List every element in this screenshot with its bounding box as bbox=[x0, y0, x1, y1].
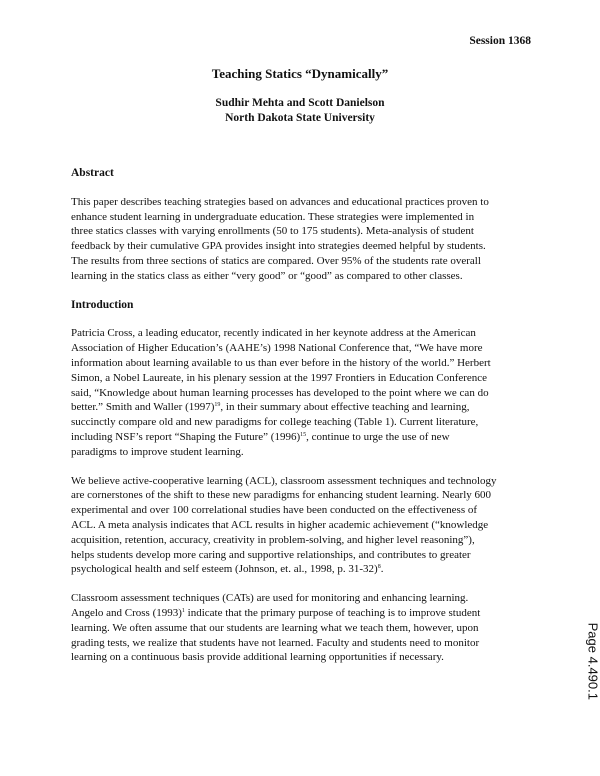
text-line: acquisition, retention, accuracy, creativity in problem-solving, and higher level reasoning”), bbox=[71, 533, 475, 546]
text-line: Association of Higher Education’s (AAHE’s) 1998 National Conference that, “We have more bbox=[71, 342, 483, 355]
abstract-paragraph bbox=[71, 195, 533, 284]
text-line: Classroom assessment techniques (CATs) are used for monitoring and enhancing learning. bbox=[71, 592, 469, 605]
intro-paragraph-3 bbox=[71, 591, 533, 665]
text-line: information about learning available to us than ever before in the history of the world.” Herbert bbox=[71, 356, 491, 369]
text-segment: including NSF’s report “Shaping the Future” (1996) bbox=[71, 430, 301, 443]
text-line: The results from three sections of statics are compared. Over 95% of the students rate overall bbox=[71, 254, 481, 267]
text-line: learning. We often assume that our students are learning what we teach them, however, upon bbox=[71, 621, 479, 634]
text-line: three statics classes with varying enrollments (50 to 175 students). Meta-analysis of student bbox=[71, 225, 474, 238]
citation-superscript: 8 bbox=[377, 564, 381, 571]
text-segment: indicate that the primary purpose of teaching is to improve student bbox=[184, 606, 481, 619]
authors: Sudhir Mehta and Scott Danielson bbox=[215, 97, 385, 109]
text-line: helps students develop more caring and supportive relationships, and contributes to greater bbox=[71, 548, 471, 561]
text-line: feedback by their cumulative GPA provides insight into strategies deemed helpful by students. bbox=[71, 240, 486, 253]
intro-paragraph-1 bbox=[71, 326, 533, 459]
text-segment: better.” Smith and Waller (1997) bbox=[71, 401, 215, 414]
author-block bbox=[0, 96, 600, 126]
citation-superscript: 15 bbox=[300, 431, 307, 438]
paper-body bbox=[71, 166, 533, 679]
abstract-heading: Abstract bbox=[71, 167, 114, 179]
introduction-heading: Introduction bbox=[71, 298, 134, 311]
text-line bbox=[71, 400, 533, 415]
text-line: learning on a continuous basis provide additional learning opportunities if necessary. bbox=[71, 651, 444, 664]
text-line bbox=[71, 606, 533, 621]
text-segment: Angelo and Cross (1993) bbox=[71, 606, 182, 619]
affiliation: North Dakota State University bbox=[225, 112, 375, 124]
text-segment: , continue to urge the use of new bbox=[306, 430, 450, 443]
session-label: Session 1368 bbox=[469, 35, 531, 47]
text-line: paradigms to improve student learning. bbox=[71, 445, 244, 458]
text-line: Patricia Cross, a leading educator, recently indicated in her keynote address at the American bbox=[71, 327, 476, 340]
citation-superscript: 1 bbox=[181, 607, 185, 614]
text-line: succinctly compare old and new paradigms for college teaching (Table 1). Current literature, bbox=[71, 416, 479, 429]
text-line: ACL. A meta analysis indicates that ACL results in higher academic achievement (“knowledge bbox=[71, 518, 489, 531]
text-segment: , in their summary about effective teaching and learning, bbox=[220, 401, 470, 414]
text-line: experimental and over 100 correlational studies have been conducted on the effectiveness of bbox=[71, 504, 478, 517]
text-line: said, “Knowledge about human learning processes has developed to the point where we can do bbox=[71, 386, 489, 399]
text-line: enhance student learning in undergraduate education. These strategies were implemented in bbox=[71, 210, 475, 223]
text-line: learning in the statics class as either “very good” or “good” as compared to other classes. bbox=[71, 269, 463, 282]
text-line bbox=[71, 562, 533, 577]
text-line: Simon, a Nobel Laureate, in his plenary session at the 1997 Frontiers in Education Conference bbox=[71, 371, 488, 384]
paper-title: Teaching Statics “Dynamically” bbox=[211, 66, 389, 81]
page-number: Page 4.490.1 bbox=[585, 622, 600, 700]
intro-paragraph-2 bbox=[71, 474, 533, 578]
citation-superscript: 19 bbox=[214, 402, 221, 409]
text-line: grading tests, we realize that students have not learned. Faculty and students need to monitor bbox=[71, 636, 480, 649]
text-line: are cornerstones of the shift to these new paradigms for enhancing student learning. Nearly 600 bbox=[71, 489, 492, 502]
text-line bbox=[71, 430, 533, 445]
text-segment: psychological health and self esteem (Johnson, et. al., 1998, p. 31-32) bbox=[71, 563, 378, 576]
text-segment: . bbox=[380, 563, 384, 576]
text-line: This paper describes teaching strategies based on advances and educational practices proven to bbox=[71, 195, 489, 208]
text-line: We believe active-cooperative learning (ACL), classroom assessment techniques and technology bbox=[71, 474, 497, 487]
